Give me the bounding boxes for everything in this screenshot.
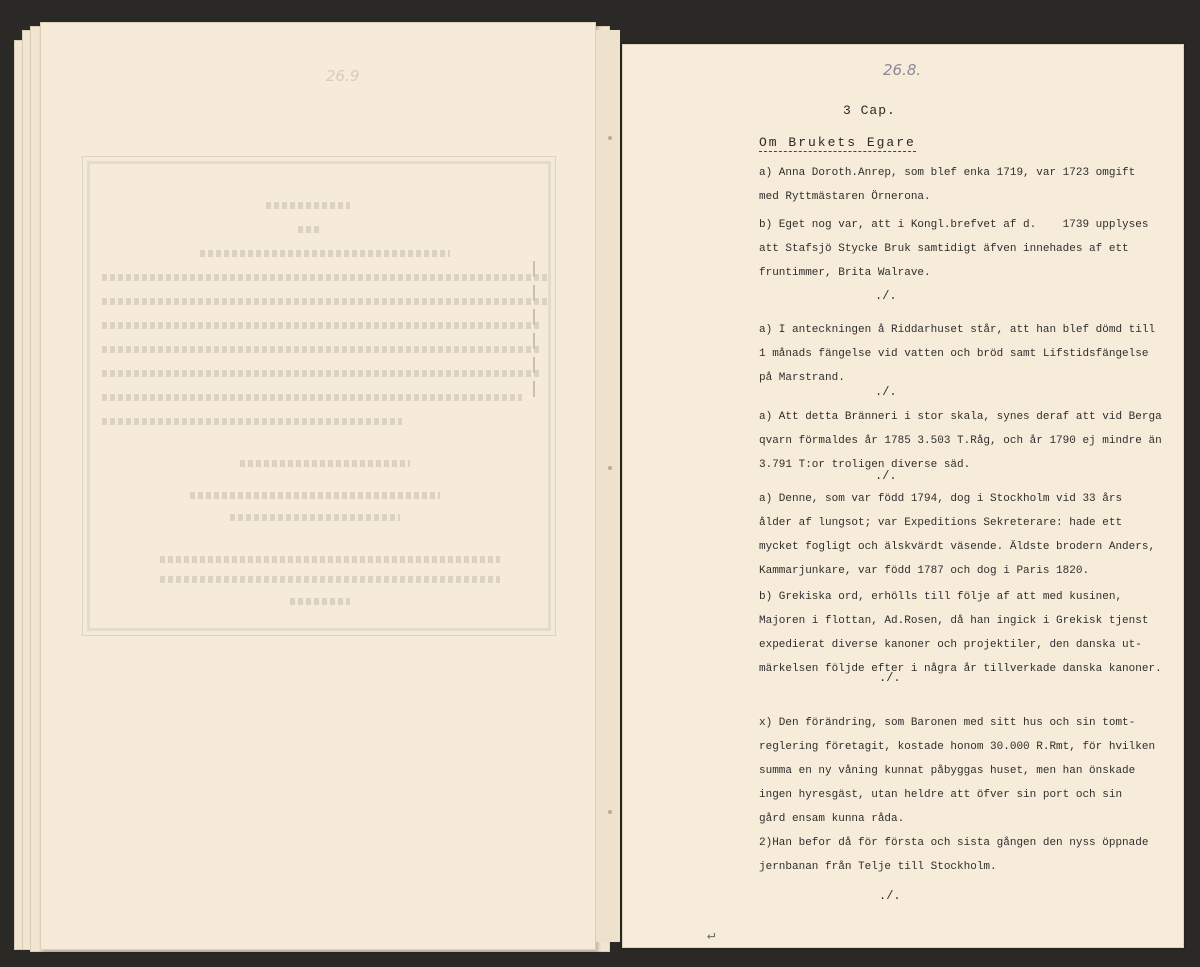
ghost-line [102,274,550,281]
separator: ./. [875,385,897,399]
page-edge-strip [596,30,620,942]
ghost-margin-mark [533,357,535,373]
ghost-margin-mark [533,333,535,349]
paragraph: a) Denne, som var född 1794, dog i Stockholm vid 33 års ålder af lungsot; var Expeditions Sekreterare: hade ett mycket fogligt och älskvärdt väsende. Äldste brodern Anders, Kammarjunkare, var född 1787 och dog i Paris 1820. [759,493,1156,577]
ghost-margin-mark [533,261,535,277]
paragraph: b) Grekiska ord, erhölls till följe af att med kusinen, Majoren i flottan, Ad.Rosen, då han ingick i Grekisk tjenst expedierat diverse kanoner och projektiler, den danska ut- märkelsen följde efter i några år tillverkade danska kanoner. [759,591,1162,675]
separator: ./. [875,469,897,483]
ghost-line [102,346,542,353]
paragraph: x) Den förändring, som Baronen med sitt hus och sin tomt- reglering företagit, kostade honom 30.000 R.Rmt, för hvilken summa en ny våning kunnat påbyggas huset, men han önskade ingen hyresgäst, utan heldre att öfver sin port och sin gård ensam kunna råda. 2)Han befor då för första och sista gången den nyss öppnade jernbanan från Telje till Stockholm. [759,717,1156,873]
ghost-margin-mark [533,309,535,325]
ghost-line [298,226,322,233]
page-number: 26.8. [883,61,922,79]
paragraph: a) I anteckningen å Riddarhuset står, att han blef dömd till 1 månads fängelse vid vatten och bröd samt Lifstidsfängelse på Marstrand. [759,324,1156,384]
ghost-margin-mark [533,381,535,397]
left-page [40,22,596,950]
paragraph: b) Eget nog var, att i Kongl.brefvet af d. 1739 upplyses att Stafsjö Stycke Bruk samtidigt äfven innehades af ett fruntimmer, Brita Walrave. [759,219,1149,279]
ghost-line [102,298,550,305]
ghost-line [190,492,440,499]
punch-hole [608,136,612,140]
bleed-through-text-block [87,161,551,631]
separator: ./. [875,289,897,303]
section-heading: Om Brukets Egare [759,135,916,150]
ghost-line [102,418,402,425]
chapter-title: 3 Cap. [843,103,896,118]
separator: ./. [879,671,901,685]
ghost-line [160,576,500,583]
ghost-line [102,370,542,377]
ghost-line [200,250,450,257]
right-page [622,44,1184,948]
ghost-line [160,556,500,563]
ghost-line [102,394,522,401]
ghost-line [230,514,400,521]
punch-hole [608,466,612,470]
punch-hole [608,810,612,814]
pencil-mark-icon: ↵ [707,928,716,944]
ghost-margin-mark [533,285,535,301]
ghost-line [102,322,542,329]
ghost-line [240,460,410,467]
left-page-number: 26.9 [326,67,360,85]
paragraph: a) Anna Doroth.Anrep, som blef enka 1719, var 1723 omgift med Ryttmästaren Örnerona. [759,167,1136,203]
paragraph: a) Att detta Bränneri i stor skala, synes deraf att vid Berga qvarn förmaldes år 1785 3.503 T.Råg, och år 1790 ej mindre än 3.791 T:or troligen diverse säd. [759,411,1162,471]
ghost-line [266,202,350,209]
ghost-line [290,598,350,605]
separator: ./. [879,889,901,903]
